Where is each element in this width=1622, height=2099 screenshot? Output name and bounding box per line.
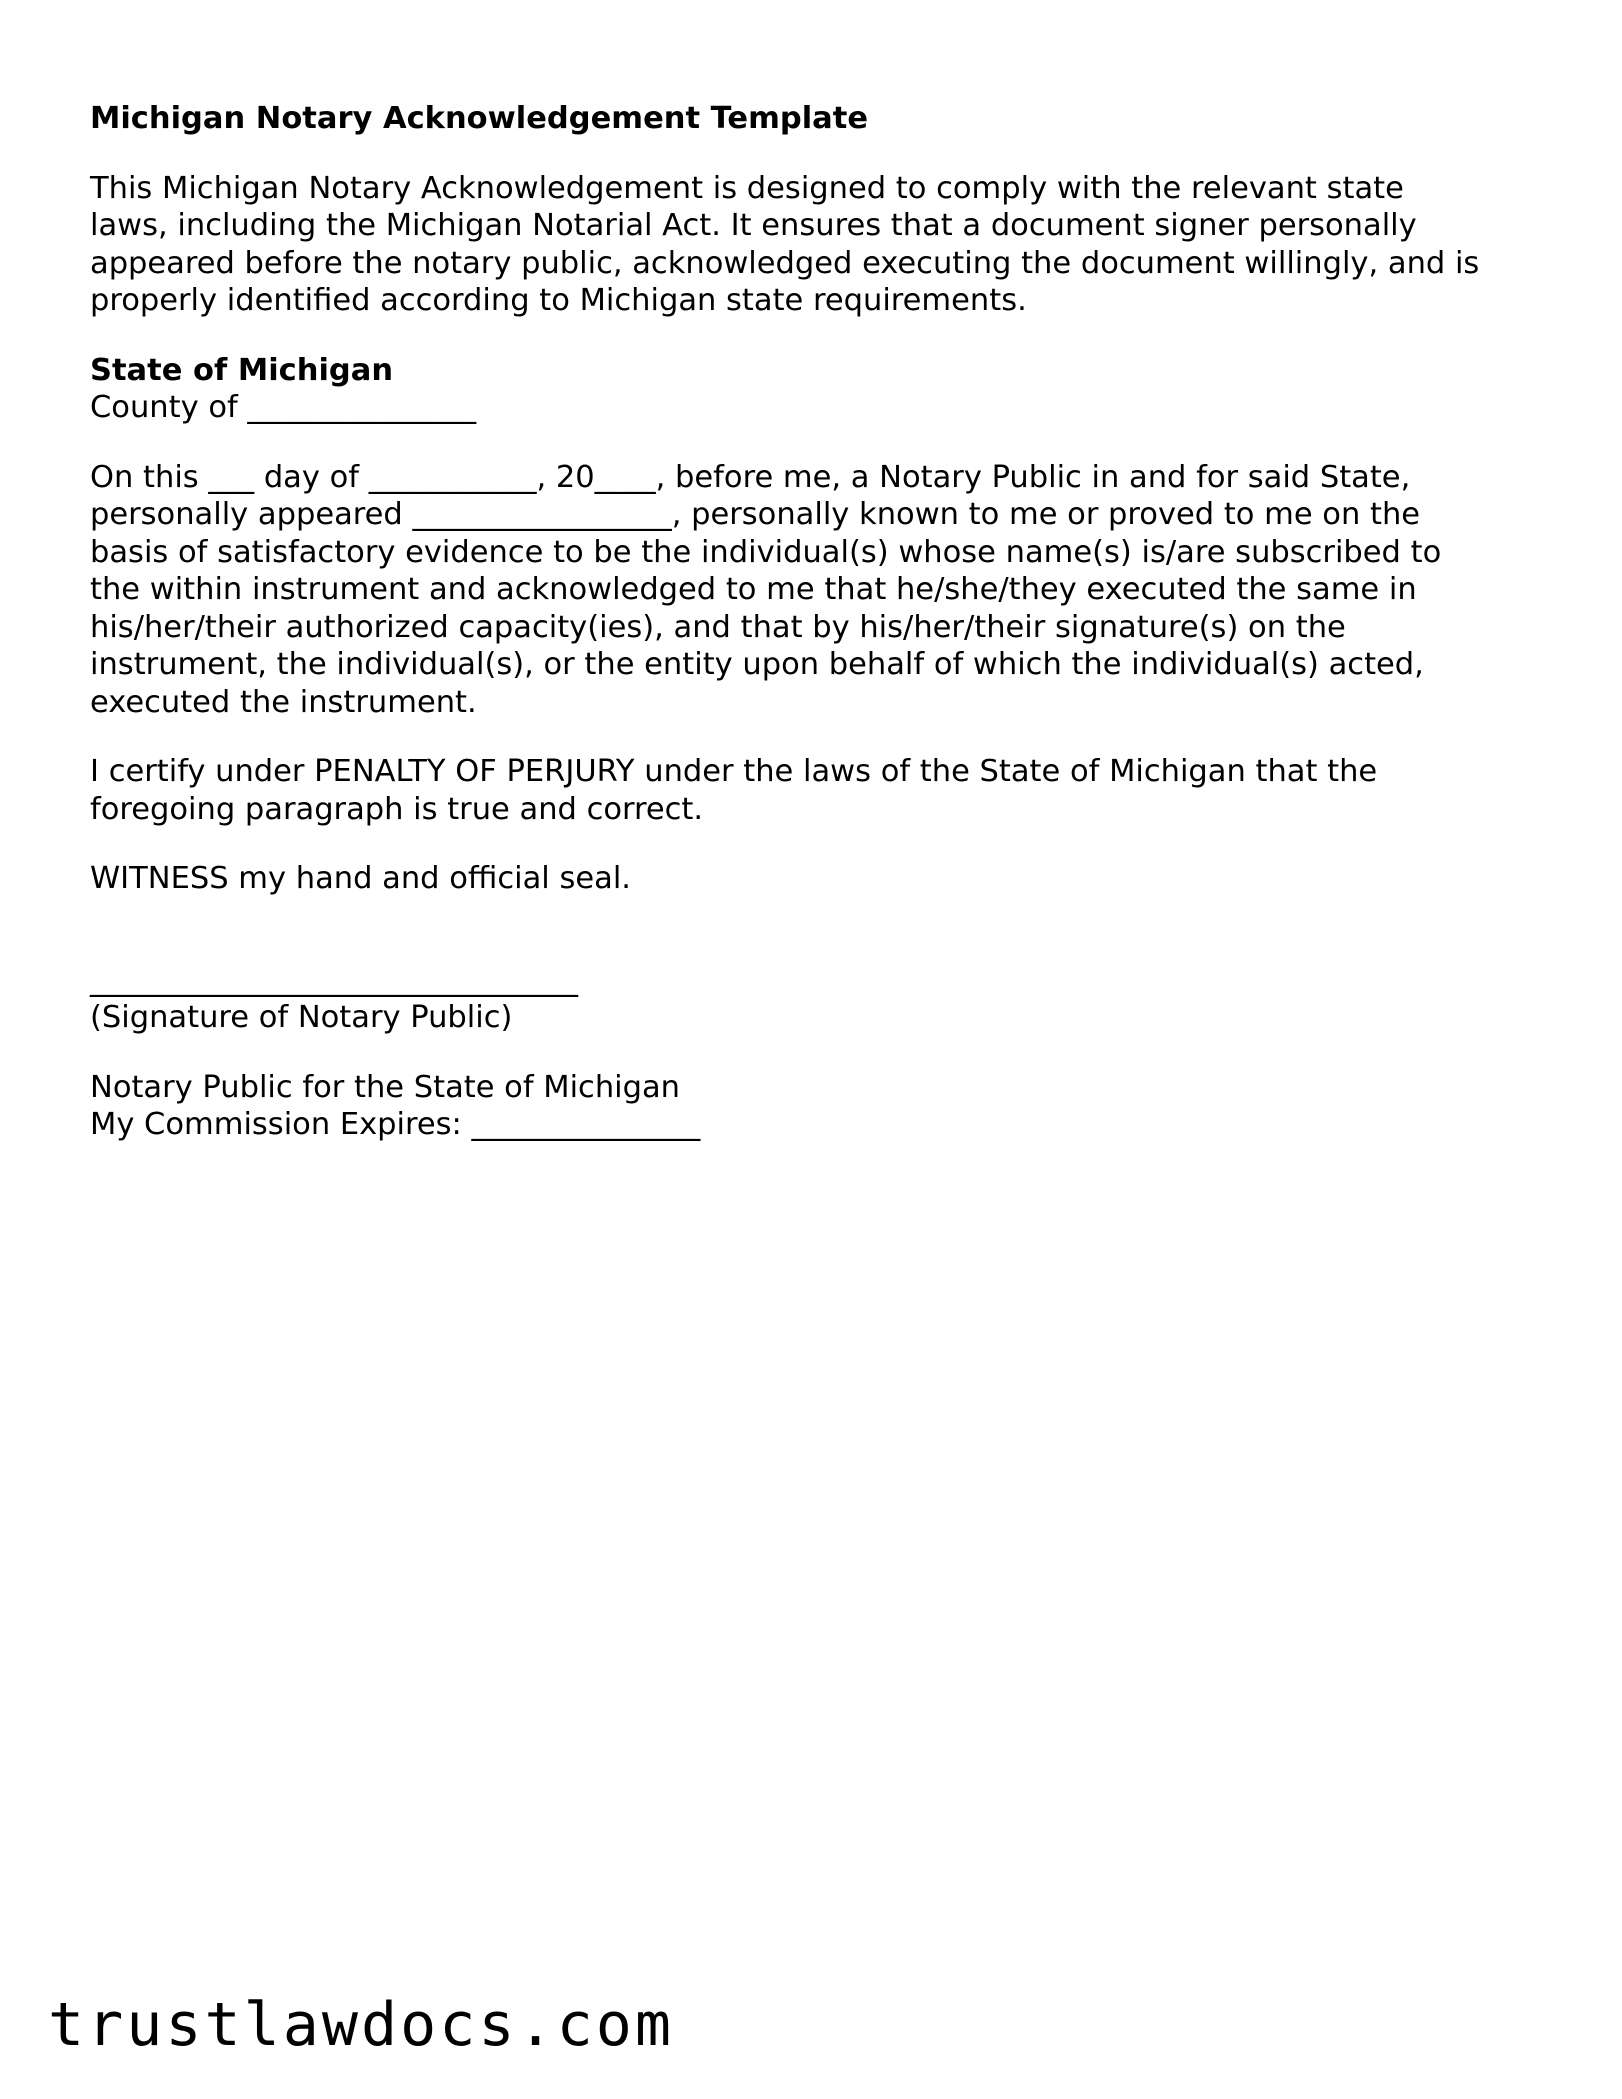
venue-county: County of _______________ [90, 390, 477, 425]
intro-line: This Michigan Notary Acknowledgement is designed to comply with the relevant state [90, 170, 1404, 206]
document-title: Michigan Notary Acknowledgement Template [90, 101, 869, 136]
venue-block [90, 352, 1540, 427]
witness-statement: WITNESS my hand and official seal. [90, 861, 631, 896]
acknowledgment-line: personally appeared _________________, personally known to me or proved to me on the [90, 497, 1421, 532]
signature-caption: (Signature of Notary Public) [90, 1000, 513, 1035]
certification-paragraph [90, 753, 1540, 828]
commission-expires: My Commission Expires: _______________ [90, 1107, 701, 1142]
acknowledgment-line: his/her/their authorized capacity(ies), and that by his/her/their signature(s) on the [90, 609, 1346, 645]
certification-line: foregoing paragraph is true and correct. [90, 791, 704, 827]
watermark-text: trustlawdocs.com [48, 1990, 674, 2060]
acknowledgment-line: basis of satisfactory evidence to be the individual(s) whose name(s) is/are subscribed to [90, 534, 1442, 570]
acknowledgment-line: On this ___ day of ___________, 20____, before me, a Notary Public in and for said State, [90, 459, 1411, 495]
intro-line: laws, including the Michigan Notarial Act. It ensures that a document signer personally [90, 208, 1417, 243]
signature-line: ________________________________ [90, 962, 578, 998]
notary-title: Notary Public for the State of Michigan [90, 1069, 681, 1105]
document-page [90, 100, 1540, 1176]
notary-block [90, 1069, 1540, 1144]
venue-state: State of Michigan [90, 352, 394, 388]
acknowledgment-line: the within instrument and acknowledged to me that he/she/they executed the same in [90, 572, 1417, 607]
acknowledgment-paragraph [90, 459, 1540, 722]
intro-line: appeared before the notary public, acknowledged executing the document willingly, and is [90, 245, 1480, 281]
intro-paragraph [90, 170, 1540, 320]
acknowledgment-line: executed the instrument. [90, 684, 477, 720]
acknowledgment-line: instrument, the individual(s), or the entity upon behalf of which the individual(s) acted, [90, 647, 1424, 682]
certification-line: I certify under PENALTY OF PERJURY under the laws of the State of Michigan that the [90, 754, 1378, 789]
signature-block [90, 962, 1540, 1037]
intro-line: properly identified according to Michigan state requirements. [90, 283, 1027, 318]
